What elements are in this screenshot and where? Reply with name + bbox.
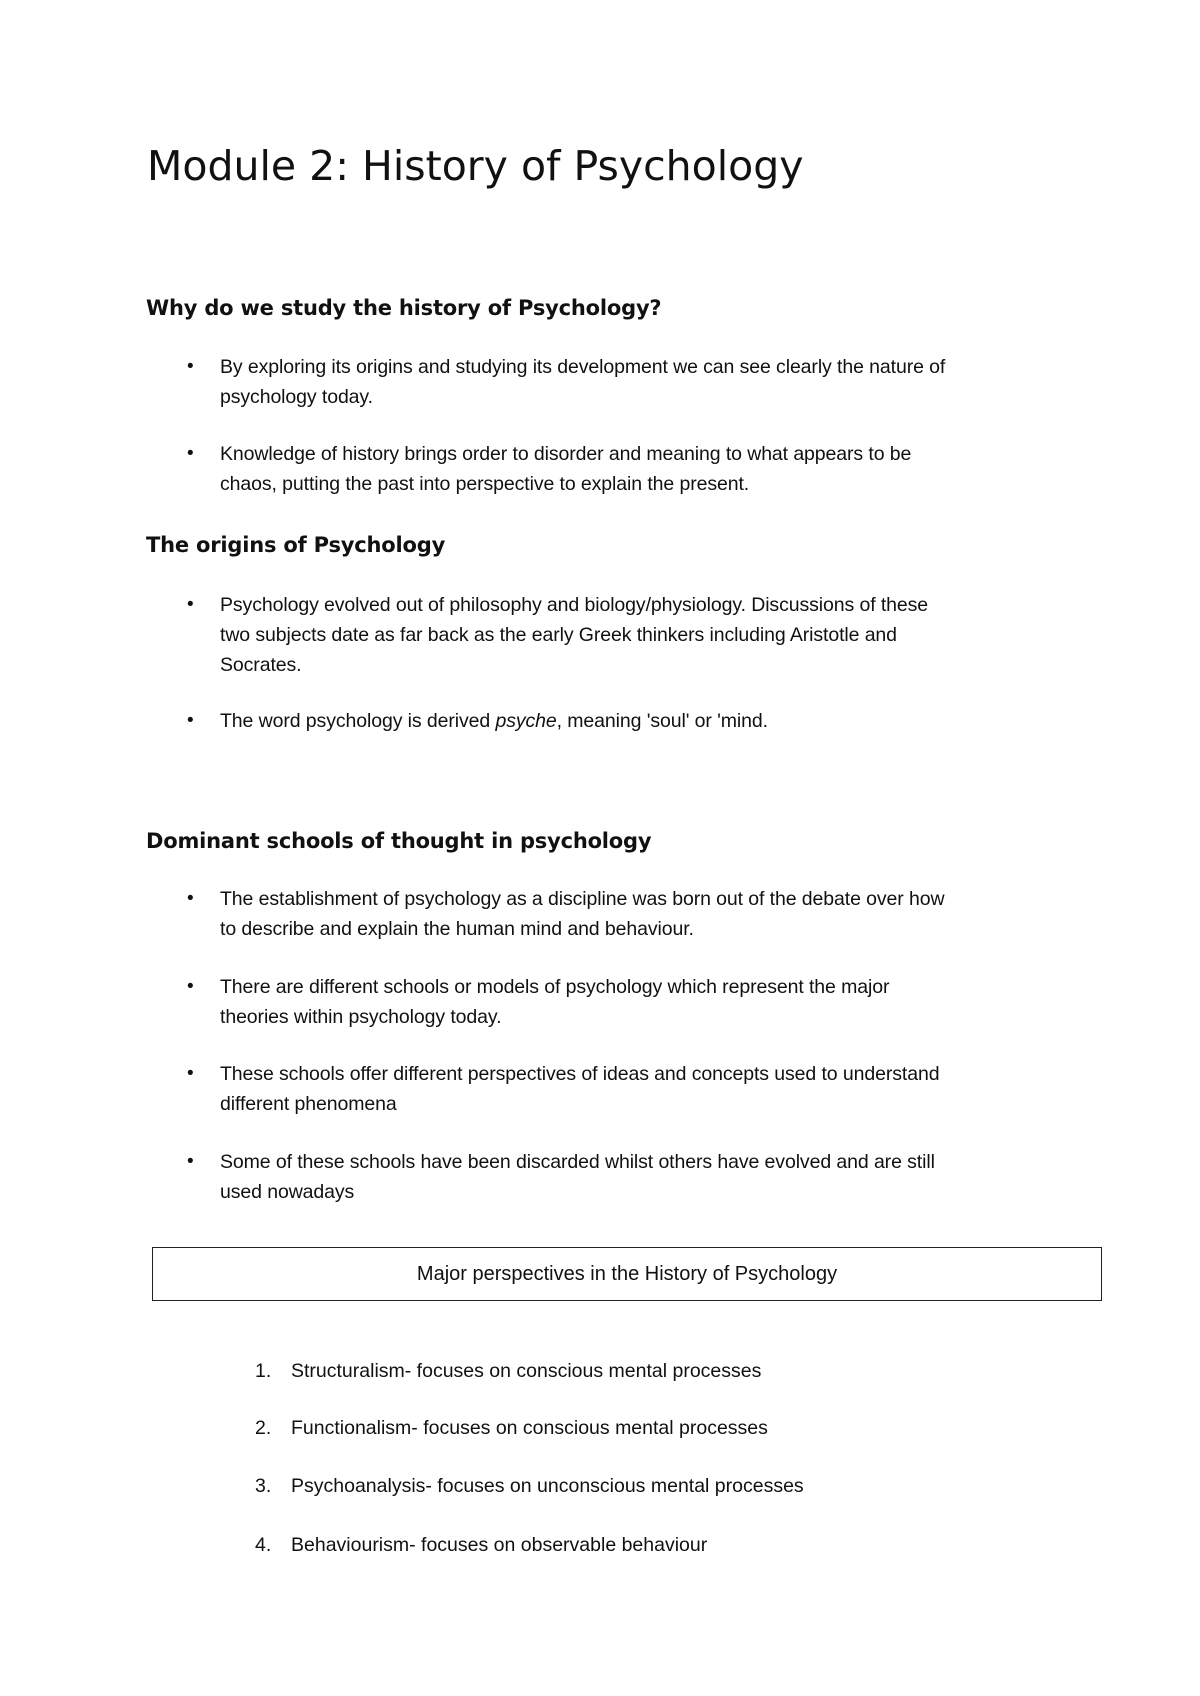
- bullet-line: Psychology evolved out of philosophy and biology/physiology. Discussions of these: [220, 594, 929, 616]
- bullet-line: The establishment of psychology as a discipline was born out of the debate over how: [220, 888, 945, 910]
- bullet-item: [187, 1059, 1080, 1119]
- bullet-item: [187, 884, 1080, 944]
- bullet-icon: •: [187, 443, 194, 464]
- bullet-icon: •: [187, 710, 194, 731]
- bullet-line: theories within psychology today.: [220, 1006, 502, 1028]
- bullet-item: [187, 439, 1080, 499]
- bullet-line: [220, 706, 1080, 736]
- page-title: Module 2: History of Psychology: [147, 142, 804, 190]
- list-text: Structuralism- focuses on conscious mental processes: [291, 1360, 762, 1382]
- word-bullet-after: , meaning 'soul' or 'mind.: [556, 710, 768, 732]
- bullet-line: These schools offer different perspectives of ideas and concepts used to understand: [220, 1063, 940, 1085]
- bullet-line: By exploring its origins and studying its development we can see clearly the nature of: [220, 356, 946, 378]
- bullet-icon: •: [187, 356, 194, 377]
- bullet-icon: •: [187, 1063, 194, 1084]
- section-heading-origins: The origins of Psychology: [146, 533, 446, 557]
- bullet-line: chaos, putting the past into perspective to explain the present.: [220, 473, 750, 495]
- bullet-line: Knowledge of history brings order to disorder and meaning to what appears to be: [220, 443, 912, 465]
- bullet-line: psychology today.: [220, 386, 373, 408]
- bullet-item: [187, 1147, 1080, 1207]
- perspectives-box: [152, 1247, 1102, 1301]
- bullet-icon: •: [187, 1151, 194, 1172]
- list-text: Behaviourism- focuses on observable behaviour: [291, 1534, 708, 1556]
- bullet-line: Some of these schools have been discarded whilst others have evolved and are still: [220, 1151, 935, 1173]
- bullet-icon: •: [187, 976, 194, 997]
- bullet-item: [187, 590, 1080, 680]
- bullet-line: to describe and explain the human mind and behaviour.: [220, 918, 694, 940]
- bullet-line: Socrates.: [220, 654, 302, 676]
- bullet-item: [187, 352, 1080, 412]
- perspectives-box-label: Major perspectives in the History of Psychology: [416, 1262, 838, 1285]
- bullet-line: There are different schools or models of psychology which represent the major: [220, 976, 890, 998]
- bullet-line: used nowadays: [220, 1181, 355, 1203]
- section-heading-dominant-schools: Dominant schools of thought in psychology: [146, 829, 652, 853]
- bullet-icon: •: [187, 888, 194, 909]
- section-heading-why-study: Why do we study the history of Psychology?: [146, 296, 662, 320]
- list-text: Psychoanalysis- focuses on unconscious mental processes: [291, 1475, 804, 1497]
- list-number: 1.: [255, 1360, 272, 1382]
- word-bullet-before: The word psychology is derived: [220, 710, 496, 732]
- list-number: 3.: [255, 1475, 272, 1497]
- word-bullet-italic: psyche: [495, 710, 557, 732]
- bullet-item: [187, 972, 1080, 1032]
- list-number: 4.: [255, 1534, 272, 1556]
- list-text: Functionalism- focuses on conscious mental processes: [291, 1417, 768, 1439]
- list-number: 2.: [255, 1417, 272, 1439]
- bullet-item: [187, 706, 1080, 736]
- bullet-line: two subjects date as far back as the early Greek thinkers including Aristotle and: [220, 624, 897, 646]
- bullet-line: different phenomena: [220, 1093, 397, 1115]
- bullet-icon: •: [187, 594, 194, 615]
